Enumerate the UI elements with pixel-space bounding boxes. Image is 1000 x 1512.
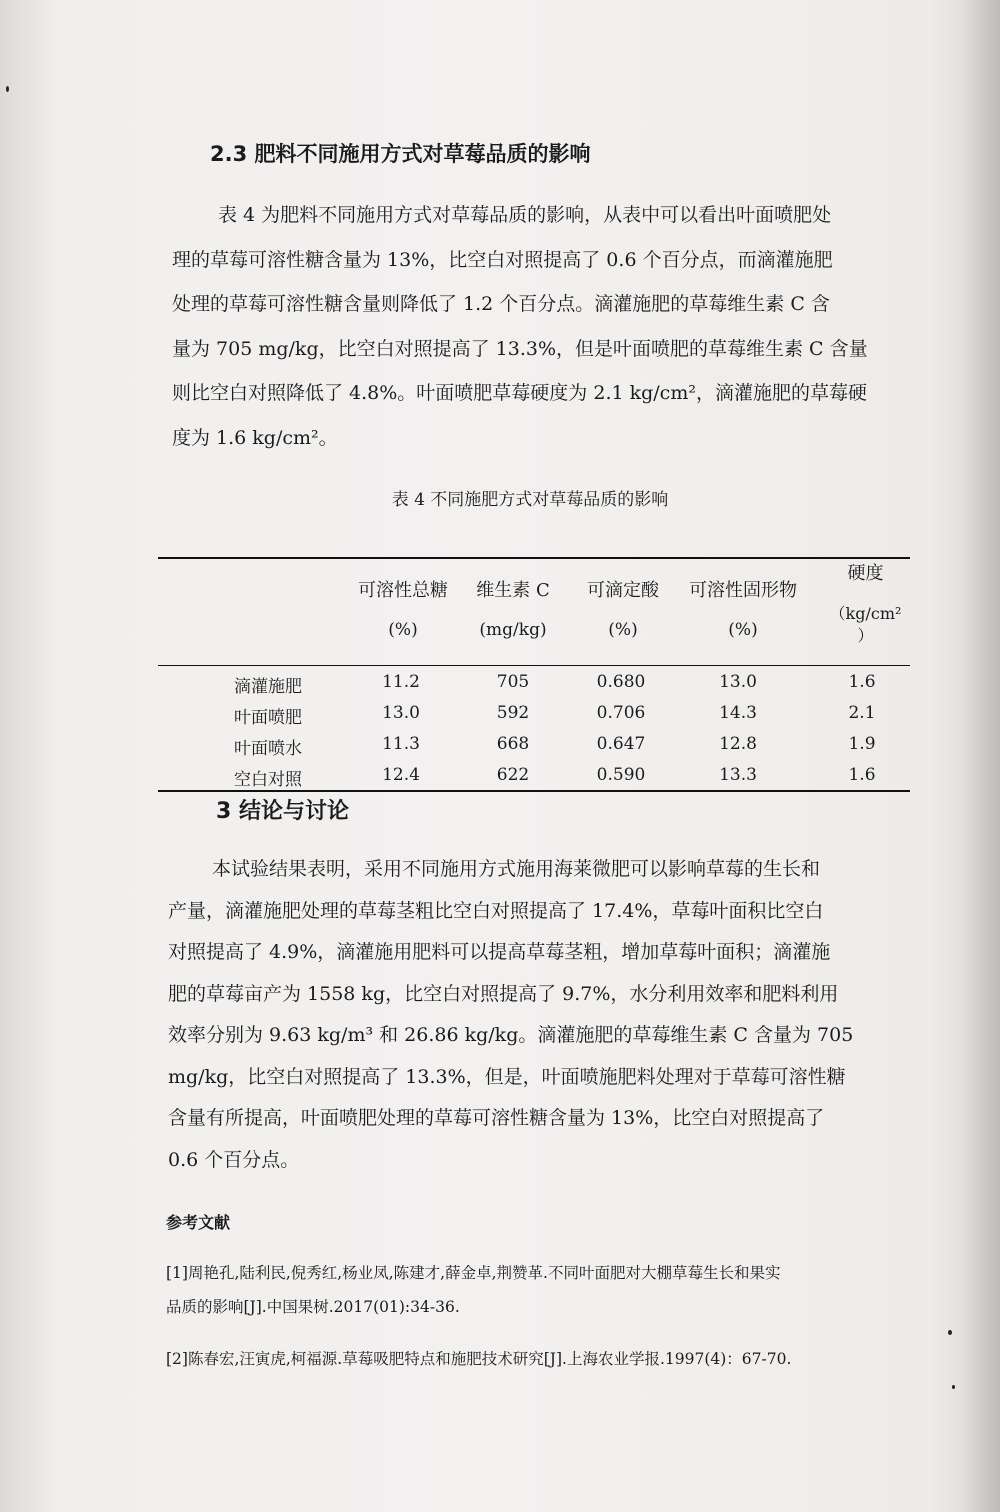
row-label: 空白对照 — [234, 770, 302, 790]
cell-value: 622 — [496, 765, 530, 785]
paragraph-line: 肥的草莓亩产为 1558 kg，比空白对照提高了 9.7%，水分利用效率和肥料利用 — [168, 982, 839, 1005]
paragraph-line: 理的草莓可溶性糖含量为 13%，比空白对照提高了 0.6 个百分点，而滴灌施肥 — [172, 248, 833, 271]
row-label: 滴灌施肥 — [234, 677, 302, 697]
paragraph-line: 0.6 个百分点。 — [168, 1148, 300, 1171]
cell-value: 2.1 — [848, 703, 876, 723]
reference-line: 品质的影响[J].中国果树.2017(01):34-36. — [166, 1298, 460, 1316]
paragraph-line: 本试验结果表明，采用不同施用方式施用海莱微肥可以影响草莓的生长和 — [212, 858, 821, 880]
header-unit: (%) — [728, 620, 758, 640]
header-unit: （kg/cm² — [829, 604, 902, 623]
references-heading: 参考文献 — [166, 1213, 231, 1232]
paragraph-line: 量为 705 mg/kg，比空白对照提高了 13.3%，但是叶面喷肥的草莓维生素 C 含量 — [172, 337, 868, 360]
header-soluble-sugar — [333, 576, 473, 640]
row-label: 叶面喷肥 — [234, 708, 302, 728]
header-unit: (mg/kg) — [479, 620, 547, 640]
cell-value: 705 — [496, 672, 530, 692]
scan-speck — [6, 86, 9, 92]
cell-value: 12.4 — [382, 765, 420, 785]
section-2-3-paragraph — [172, 193, 868, 460]
table-header — [158, 559, 910, 666]
paragraph-line: 表 4 为肥料不同施用方式对草莓品质的影响，从表中可以看出叶面喷肥处 — [218, 204, 832, 226]
cell-value: 0.647 — [596, 734, 646, 754]
header-name: 可溶性总糖 — [358, 580, 448, 601]
header-unit: (%) — [388, 620, 418, 640]
table-4 — [158, 557, 910, 792]
section-3-heading: 3 结论与讨论 — [216, 799, 349, 824]
header-name: 可滴定酸 — [587, 580, 659, 601]
cell-value: 0.590 — [596, 765, 646, 785]
table-body — [158, 666, 910, 790]
scan-speck — [948, 1330, 952, 1335]
section-3-paragraph — [168, 849, 853, 1181]
page-edge-shadow — [960, 0, 1000, 1512]
header-unit-close: ） — [857, 626, 874, 645]
header-titratable-acid — [573, 576, 673, 640]
cell-value: 1.6 — [848, 672, 876, 692]
cell-value: 0.706 — [596, 703, 646, 723]
cell-value: 1.9 — [848, 734, 876, 754]
cell-value: 13.0 — [382, 703, 420, 723]
paragraph-line: 效率分别为 9.63 kg/m³ 和 26.86 kg/kg。滴灌施肥的草莓维生素 C 含量为 705 — [168, 1024, 854, 1046]
header-unit: (%) — [608, 620, 638, 640]
cell-value: 0.680 — [596, 672, 646, 692]
cell-value: 11.3 — [382, 734, 420, 754]
table-row — [158, 734, 910, 765]
paragraph-line: 则比空白对照降低了 4.8%。叶面喷肥草莓硬度为 2.1 kg/cm²，滴灌施肥的草莓硬 — [172, 382, 867, 404]
paragraph-line: 处理的草莓可溶性糖含量则降低了 1.2 个百分点。滴灌施肥的草莓维生素 C 含 — [172, 293, 830, 315]
paragraph-line: 对照提高了 4.9%，滴灌施用肥料可以提高草莓茎粗，增加草莓叶面积；滴灌施 — [168, 941, 831, 963]
header-name: 可溶性固形物 — [689, 580, 797, 601]
header-vitamin-c — [463, 576, 563, 640]
header-firmness — [818, 563, 913, 647]
cell-value: 1.6 — [848, 765, 876, 785]
cell-value: 668 — [496, 734, 530, 754]
paragraph-line: mg/kg，比空白对照提高了 13.3%，但是，叶面喷施肥料处理对于草莓可溶性糖 — [168, 1065, 846, 1088]
table-row — [158, 765, 910, 796]
cell-value: 12.8 — [719, 734, 757, 754]
scan-speck — [952, 1385, 955, 1389]
header-name: 维生素 C — [476, 580, 550, 601]
section-2-3-heading: 2.3 肥料不同施用方式对草莓品质的影响 — [210, 142, 591, 166]
reference-item — [166, 1256, 780, 1324]
cell-value: 592 — [496, 703, 530, 723]
reference-item — [166, 1342, 791, 1376]
paragraph-line: 产量，滴灌施肥处理的草莓茎粗比空白对照提高了 17.4%，草莓叶面积比空白 — [168, 899, 824, 922]
table-row — [158, 672, 910, 703]
cell-value: 14.3 — [719, 703, 757, 723]
cell-value: 11.2 — [382, 672, 420, 692]
header-soluble-solids — [678, 576, 808, 640]
reference-line: [1]周艳孔,陆利民,倪秀红,杨业凤,陈建才,薛金卓,荆赞革.不同叶面肥对大棚草莓生长和果实 — [166, 1264, 781, 1282]
header-name: 硬度 — [847, 563, 884, 584]
paragraph-line: 度为 1.6 kg/cm²。 — [172, 426, 338, 449]
reference-line: [2]陈春宏,汪寅虎,柯福源.草莓吸肥特点和施肥技术研究[J].上海农业学报.1997(4)：67-70. — [166, 1350, 792, 1368]
cell-value: 13.0 — [719, 672, 757, 692]
paragraph-line: 含量有所提高，叶面喷肥处理的草莓可溶性糖含量为 13%，比空白对照提高了 — [168, 1107, 825, 1129]
cell-value: 13.3 — [719, 765, 757, 785]
table-row — [158, 703, 910, 734]
row-label: 叶面喷水 — [234, 739, 302, 759]
table-4-caption: 表 4 不同施肥方式对草莓品质的影响 — [391, 490, 669, 510]
